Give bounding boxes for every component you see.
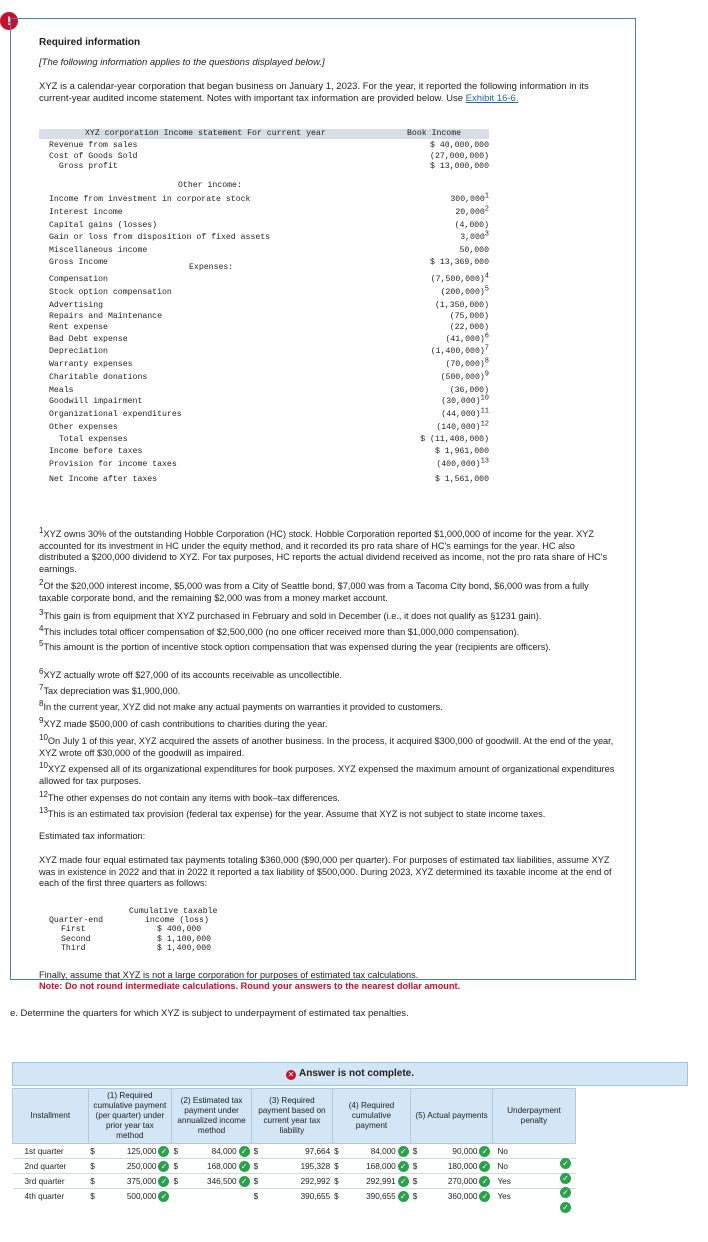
statement-row-label: Repairs and Maintenance [49,311,163,321]
quarter-income: $ 400,000 [157,925,202,934]
footnote-number: 8 [39,698,44,708]
answer-input[interactable]: 360,000 [447,1191,478,1201]
quarter-income: $ 1,100,000 [157,934,212,944]
footnote-text: In the current year, XYZ did not make any actual payments on warranties it provided to customers. [43,702,443,712]
footnote [39,577,619,604]
answer-input[interactable]: 125,000 [126,1146,157,1156]
footnote [39,805,619,821]
qt-head-2b: income (loss) [145,916,209,925]
currency-sign: $ [90,1191,95,1201]
statement-row-value [339,331,489,345]
statement-row-label: Revenue from sales [49,141,138,150]
currency-sign: $ [253,1191,259,1201]
currency-sign: $ [253,1176,259,1186]
statement-value-text: (400,000) [436,460,481,469]
footnote-ref: 10 [480,394,489,403]
amount-cell [332,1174,411,1189]
statement-value-text: $ 1,961,000 [434,446,489,456]
statement-row-value [339,221,501,231]
check-icon: ✓ [158,1176,169,1187]
footnote-ref: 11 [480,407,489,416]
panel-title: Required information [39,37,141,48]
answer-input[interactable]: 250,000 [126,1161,157,1171]
row-check-icon: ✓ [560,1158,571,1169]
footnote [39,666,619,682]
answer-input[interactable]: 270,000 [447,1176,478,1186]
answer-input[interactable]: 346,500 [207,1176,237,1186]
footnote-number: 9 [39,715,44,725]
statement-value-text: (140,000) [436,422,481,432]
penalty-cell[interactable] [492,1144,575,1159]
footnote [39,760,619,787]
amount-cell [332,1144,411,1159]
answer-status: Answer is not complete. [298,1068,415,1079]
penalty-select[interactable]: Yes [497,1191,511,1201]
currency-sign: $ [412,1161,418,1171]
finally-text: Finally, assume that XYZ is not a large corporation for purposes of estimated tax calculations. [39,970,419,980]
amount-cell [332,1159,411,1174]
estimated-text: XYZ made four equal estimated tax payments totaling $360,000 ($90,000 per quarter). For purposes of estimated tax liabilities, assume XYZ was in existence in 2022 and that in 2022 it reported a tax liability of $500,000. During 2023, XYZ determined its taxable income at the end of each of the first three quarters as follows: [39,855,612,888]
answer-input[interactable]: 84,000 [211,1146,237,1156]
quarter-income: $ 1,400,000 [157,944,212,953]
statement-value-text: $ 1,561,000 [434,474,489,484]
footnote-text: This is an estimated tax provision (federal tax expense) for the year. Assume that XYZ is not subject to state income taxes. [47,809,546,819]
check-icon: ✓ [479,1191,490,1202]
quarter-income-table [49,907,249,957]
amount-cell [171,1159,251,1174]
statement-value-text: 3,000 [460,233,485,243]
footnote-number: 4 [39,623,44,633]
incomplete-x-icon: ✕ [287,1070,295,1079]
row-check-icon: ✓ [560,1187,571,1198]
footnote-ref: 13 [480,457,489,466]
statement-value-text: (500,000) [440,372,485,382]
footnote [39,607,619,623]
footnote-number: 10 [39,760,48,770]
statement-row-label: Total expenses [49,435,128,445]
footnote-number: 5 [39,638,44,648]
book-income-heading: Book Income [407,129,462,138]
statement-row-value [339,258,501,268]
check-icon: ✓ [239,1146,250,1157]
statement-row-value [339,141,501,151]
statement-row-label: Charitable donations [49,372,148,382]
quarter-label: Third [61,944,86,953]
statement-row-label: Income before taxes [49,446,143,456]
intro-text [39,81,614,105]
amount-cell [411,1159,493,1174]
currency-sign: $ [173,1161,179,1171]
statement-row-value [339,419,489,433]
quarter-label: Second [61,934,91,944]
currency-sign: $ [90,1176,95,1186]
statement-row-label: Gross Income [49,258,108,267]
qt-head-1: Quarter-end [49,916,104,925]
amount-cell [171,1174,251,1189]
statement-row-value [339,344,489,357]
statement-row-label: Net Income after taxes [49,474,158,484]
footnote-text: XYZ made $500,000 of cash contributions to charities during the year. [43,719,328,729]
statement-row-value [339,475,501,485]
currency-sign: $ [173,1146,179,1156]
currency-sign: $ [90,1146,95,1156]
footnote-number: 6 [39,666,44,676]
amount-cell [88,1189,171,1204]
quarter-label: First [61,925,86,934]
penalty-select[interactable]: Yes [497,1176,511,1186]
row-check-icon: ✓ [560,1173,571,1184]
currency-sign: $ [412,1191,418,1201]
statement-row-label: Capital gains (losses) [49,221,158,231]
statement-value-text: (27,000,000) [430,151,489,161]
amount-cell [252,1144,333,1159]
statement-row-label: Cost of Goods Sold [49,151,138,161]
footnote-ref: 6 [484,331,489,340]
income-statement [39,129,489,494]
statement-row-value [339,301,501,311]
answer-input[interactable]: 84,000 [370,1146,396,1156]
footnote [39,525,619,575]
statement-row-label: Stock option compensation [49,287,172,297]
footnote-ref: 12 [480,419,489,428]
amount-cell [88,1174,171,1189]
statement-row-label: Provision for income taxes [49,460,177,469]
statement-value-text: (200,000) [440,287,485,297]
estimated-heading: Estimated tax information: [39,831,146,841]
footnote-ref: 3 [484,230,489,239]
check-icon: ✓ [239,1161,250,1172]
statement-value-text: (41,000) [445,334,485,344]
statement-row-value [339,246,501,256]
footnote-ref: 2 [484,205,489,214]
statement-row-label: Rent expense [49,323,108,333]
column-header: (5) Actual payments [411,1089,493,1144]
statement-row-label: Meals [49,385,74,395]
footnote [39,732,619,759]
check-icon: ✓ [398,1146,409,1157]
check-icon: ✓ [479,1161,490,1172]
column-header: (2) Estimated tax payment under annualized income method [171,1089,251,1144]
statement-row-value [339,192,489,205]
footnote-ref: 9 [484,370,489,379]
other-income-heading: Other income: [178,181,242,190]
statement-row-label: Organizational expenditures [49,409,182,419]
statement-value-text: (75,000) [449,311,489,321]
check-icon: ✓ [398,1191,409,1202]
statement-row-value [339,272,489,285]
footnote-text: On July 1 of this year, XYZ acquired the assets of another business. In the process, it acquired $300,000 of goodwill. At the end of the year, XYZ wrote off $30,000 of the goodwill as impaired. [39,736,614,758]
statement-value-text: 50,000 [459,246,489,256]
footnote-text: XYZ expensed all of its organizational expenditures for book purposes. XYZ expensed the maximum amount of organizational expenditures allowed for tax purposes. [39,764,615,786]
installment-label: 2nd quarter [13,1159,89,1174]
footnote-text: This amount is the portion of incentive stock option compensation that was expensed during the year (recipients are officers). [43,642,551,652]
amount-cell [88,1144,171,1159]
footnote-ref: 5 [484,285,489,294]
statement-row-value [339,370,489,383]
column-header: Installment [13,1089,89,1144]
check-icon: ✓ [398,1176,409,1187]
statement-value-text: (22,000) [449,323,489,333]
answer-input[interactable]: 97,664 [305,1146,331,1156]
table-row [13,1189,576,1204]
amount-cell [252,1159,333,1174]
footnote-text: XYZ actually wrote off $27,000 of its accounts receivable as uncollectible. [43,670,343,680]
statement-value-text: $ (11,408,000) [420,435,489,445]
answer-table [12,1088,576,1203]
amount-cell [411,1189,493,1204]
statement-row-label: Depreciation [49,347,108,357]
statement-value-text: 20,000 [455,208,485,218]
answer-input[interactable]: 390,655 [300,1191,331,1201]
statement-value-text: (30,000) [441,397,481,406]
statement-row-value [339,162,501,172]
statement-row-value [339,230,489,243]
amount-cell [332,1189,411,1204]
check-icon: ✓ [479,1176,490,1187]
amount-cell [252,1189,333,1204]
amount-cell [252,1174,333,1189]
check-icon: ✓ [158,1191,169,1202]
panel-subtitle: [The following information applies to the questions displayed below.] [39,57,325,68]
alert-icon: ! [0,12,18,30]
amount-cell [411,1174,493,1189]
table-row [13,1174,576,1189]
amount-cell [171,1144,251,1159]
statement-row-label: Other expenses [49,422,118,432]
installment-label: 1st quarter [13,1144,89,1159]
footnote-number: 10 [39,732,48,742]
currency-sign: $ [412,1176,418,1186]
currency-sign: $ [173,1176,179,1186]
intro-body: XYZ is a calendar-year corporation that began business on January 1, 2023. For the year, it reported the following information in its current-year audited income statement. Notes with important tax information are provided below. Use [39,81,589,104]
exhibit-link[interactable]: Exhibit 16-6. [465,93,519,104]
statement-row-label: Advertising [49,300,104,310]
check-icon: ✓ [479,1146,490,1157]
column-header: Underpayment penalty [492,1089,575,1144]
statement-row-value [339,152,501,162]
required-information-panel [10,18,636,991]
footnote-number: 7 [39,682,44,692]
statement-row-value [339,357,489,370]
statement-value-text: $ 13,369,000 [430,258,489,267]
answer-input[interactable]: 500,000 [126,1191,157,1201]
footnote-ref: 7 [484,344,489,353]
footnote-ref: 8 [484,357,489,366]
footnote-text: This includes total officer compensation of $2,500,000 (no one officer received more than $1,000,000 compensation). [43,627,520,637]
answer-input[interactable]: 168,000 [366,1161,396,1171]
footnote-number: 12 [39,789,48,799]
footnote [39,789,619,805]
currency-sign: $ [90,1161,95,1171]
penalty-select[interactable]: No [497,1161,508,1171]
statement-value-text: (70,000) [445,360,485,370]
statement-value-text: (44,000) [441,409,481,419]
statement-row-value [339,386,501,396]
footnote-text: Of the $20,000 interest income, $5,000 was from a City of Seattle bond, $7,000 was from a Tacoma City bond, $6,000 was from a fully taxable corporate bond, and the remaining $2,000 was from a money market account. [39,581,589,603]
footnote-text: The other expenses do not contain any items with book–tax differences. [47,793,340,803]
statement-row-label: Income from investment in corporate stock [49,195,251,204]
footnote-number: 3 [39,607,44,617]
footnote-ref: 4 [484,272,489,281]
footnote [39,682,619,698]
table-row [13,1144,576,1159]
column-header: (4) Required cumulative payment [332,1089,411,1144]
currency-sign: $ [253,1161,259,1171]
statement-row-value [339,394,489,407]
answer-input[interactable]: 390,655 [366,1191,396,1201]
answer-input[interactable]: 90,000 [452,1146,478,1156]
statement-row-value [339,285,489,298]
statement-row-label: Warranty expenses [49,360,133,370]
footnote-text: Tax depreciation was $1,900,000. [43,686,181,696]
question-text: e. Determine the quarters for which XYZ is subject to underpayment of estimated tax penalties. [10,1008,409,1019]
check-icon: ✓ [398,1161,409,1172]
statement-row-value [339,407,489,420]
answer-input[interactable]: 292,992 [300,1176,331,1186]
footnote [39,715,619,731]
statement-value-text: $ 13,000,000 [430,162,489,171]
column-header: (3) Required payment based on current year tax liability [252,1089,333,1144]
statement-row-label: Gain or loss from disposition of fixed assets [49,233,271,243]
statement-value-text: $ 40,000,000 [430,141,489,150]
footnote-text: XYZ owns 30% of the outstanding Hobble Corporation (HC) stock. Hobble Corporation reported $1,000,000 of income for the year. XYZ accounted for its investment in HC under the equity method, and it recorded its pro rata share of HC's earnings for the year. HC also distributed a $200,000 dividend to XYZ. For tax purposes, HC reports the actual dividend received as income, not the pro rata share of HC's earnings. [39,529,608,574]
currency-sign: $ [334,1161,339,1171]
currency-sign: $ [253,1146,259,1156]
currency-sign: $ [334,1146,339,1156]
answer-body [13,1144,576,1204]
installment-label: 4th quarter [13,1189,89,1204]
statement-row-label: Miscellaneous income [49,246,148,256]
currency-sign: $ [334,1176,339,1186]
statement-row-value [339,312,501,322]
answer-input[interactable]: 292,991 [366,1176,396,1186]
footnote-text: This gain is from equipment that XYZ purchased in February and sold in December (i.e., it does not qualify as §1231 gain). [43,611,542,621]
statement-value-text: (7,500,000) [430,275,485,284]
installment-label: 3rd quarter [13,1174,89,1189]
answer-status-banner [12,1062,688,1086]
row-check-icon: ✓ [560,1202,571,1213]
statement-row-label: Gross profit [49,162,118,171]
statement-row-value [339,457,489,470]
expenses-heading: Expenses: [189,263,234,272]
amount-cell [88,1159,171,1174]
statement-row-label: Bad Debt expense [49,334,128,344]
answer-input[interactable]: 375,000 [126,1176,157,1186]
answer-input[interactable]: 168,000 [207,1161,237,1171]
statement-row-label: Compensation [49,275,108,284]
rounding-note: Note: Do not round intermediate calculations. Round your answers to the nearest dollar amount. [39,981,461,991]
statement-value-text: 300,000 [450,195,485,204]
statement-row-label: Interest income [49,208,123,218]
footnote [39,698,619,714]
check-icon: ✓ [158,1161,169,1172]
footnote-number: 13 [39,805,48,815]
amount-cell [171,1189,251,1204]
footnote-number: 1 [39,525,44,535]
currency-sign: $ [412,1146,418,1156]
statement-value-text: (36,000) [449,385,489,395]
penalty-select[interactable]: No [497,1146,508,1156]
footnote [39,623,619,639]
currency-sign: $ [334,1191,339,1201]
amount-cell [411,1144,493,1159]
footnote-number: 2 [39,577,44,587]
check-icon: ✓ [158,1146,169,1157]
footnote-ref: 1 [484,192,489,201]
check-icon: ✓ [239,1176,250,1187]
column-header: (1) Required cumulative payment (per quarter) under prior year tax method [88,1089,171,1144]
statement-row-label: Goodwill impairment [49,397,143,406]
footnote [39,638,619,654]
statement-heading: XYZ corporation Income statement For current year [85,129,326,138]
statement-row-value [339,323,501,333]
statement-value-text: (4,000) [454,221,489,231]
qt-head-2a: Cumulative taxable [129,907,218,916]
table-row [13,1159,576,1174]
statement-row-value [339,435,501,445]
answer-input[interactable]: 195,328 [300,1161,331,1171]
statement-value-text: (1,400,000) [430,347,485,357]
answer-input[interactable]: 180,000 [447,1161,478,1171]
answer-header-row [13,1089,576,1144]
statement-row-value [339,205,489,218]
statement-value-text: (1,350,000) [434,300,489,310]
statement-row-value [339,447,501,457]
